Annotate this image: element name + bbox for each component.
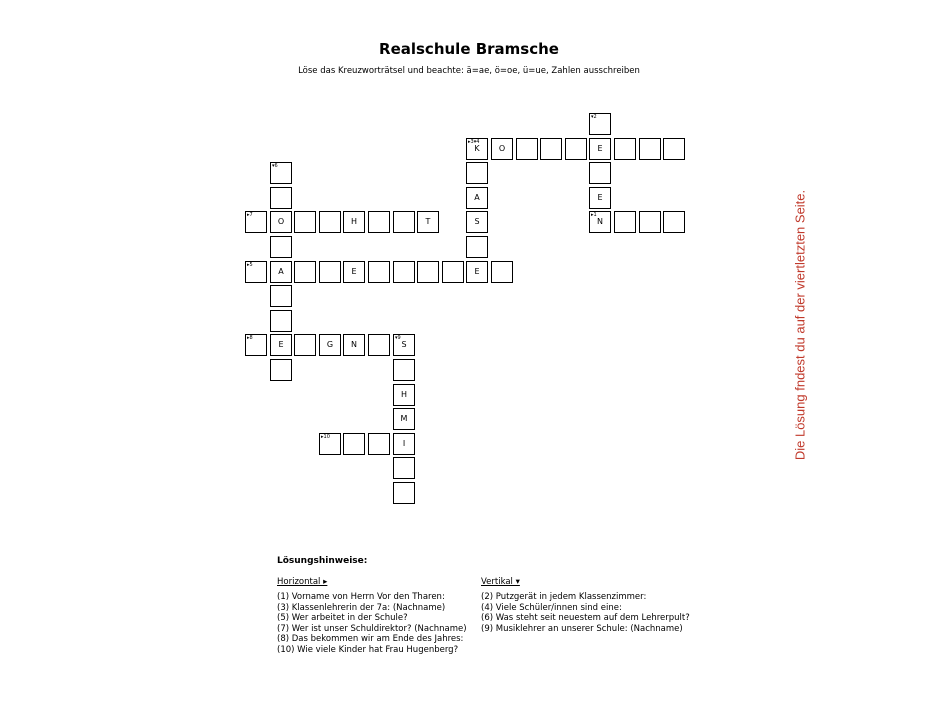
crossword-cell[interactable] [540,138,562,160]
cell-letter: O [277,217,285,226]
crossword-cell[interactable] [442,261,464,283]
crossword-cell[interactable] [639,211,661,233]
clue-number: ▸1 [591,212,597,218]
cell-letter: N [597,217,603,226]
crossword-cell[interactable] [417,261,439,283]
horizontal-clue-list [277,592,467,655]
crossword-cell[interactable] [270,187,292,209]
crossword-cell[interactable] [319,334,341,356]
clue-item: (8) Das bekommen wir am Ende des Jahres: [277,634,464,644]
cell-letter: E [351,267,357,276]
cell-letter: E [474,267,480,276]
vertical-clue-list [481,592,690,634]
crossword-cell[interactable] [466,138,488,160]
clue-item: (10) Wie viele Kinder hat Frau Hugenberg? [277,644,459,655]
instructions: Löse das Kreuzworträtsel und beachte: ä=ae, ö=oe, ü=ue, Zahlen ausschreiben [298,66,640,76]
crossword-cell[interactable] [245,211,267,233]
cell-letter: N [351,340,357,349]
clue-number: ▾2 [591,114,597,120]
horizontal-heading: Horizontal ▸ [277,577,328,587]
clue-item: (3) Klassenlehrerin der 7a: (Nachname) [277,602,446,613]
crossword-cell[interactable] [491,261,513,283]
crossword-cell[interactable] [393,482,415,504]
cell-letter: T [425,217,431,226]
crossword-cell[interactable] [319,433,341,455]
crossword-cell[interactable] [565,138,587,160]
crossword-cell[interactable] [294,334,316,356]
crossword-cell[interactable] [245,261,267,283]
crossword-cell[interactable] [368,261,390,283]
crossword-cell[interactable] [270,162,292,184]
crossword-cell[interactable] [466,187,488,209]
crossword-cell[interactable] [393,359,415,381]
cell-letter: O [498,144,506,153]
clue-number: ▸8 [247,335,253,341]
crossword-cell[interactable] [393,211,415,233]
clue-number: ▸5 [247,262,253,268]
crossword-cell[interactable] [639,138,661,160]
clue-number: ▾6 [272,163,278,169]
crossword-cell[interactable] [270,285,292,307]
crossword-cell[interactable] [270,310,292,332]
clue-item: (4) Viele Schüler/innen sind eine: [481,602,622,613]
cell-letter: M [400,414,408,423]
cell-letter: I [402,439,406,448]
crossword-cell[interactable] [245,334,267,356]
crossword-cell[interactable] [589,138,611,160]
clue-item: (2) Putzgerät in jedem Klassenzimmer: [481,592,647,602]
crossword-cell[interactable] [393,261,415,283]
crossword-cell[interactable] [343,433,365,455]
crossword-cell[interactable] [270,359,292,381]
crossword-cell[interactable] [466,162,488,184]
page-title: Realschule Bramsche [379,40,559,58]
clue-item: (9) Musiklehrer an unserer Schule: (Nachname) [481,623,683,634]
crossword-cell[interactable] [270,334,292,356]
cell-letter: A [278,267,284,276]
crossword-cell[interactable] [614,211,636,233]
crossword-cell[interactable] [589,113,611,135]
cell-letter: E [597,144,603,153]
clue-number: ▸7 [247,212,253,218]
cell-letter: A [474,193,480,202]
cell-letter: H [400,390,407,399]
crossword-cell[interactable] [343,261,365,283]
crossword-cell[interactable] [294,261,316,283]
cell-letter: S [474,217,480,226]
clue-item: (5) Wer arbeitet in der Schule? [277,613,408,623]
cell-letter: H [350,217,357,226]
crossword-cell[interactable] [343,211,365,233]
hints-heading: Lösungshinweise: [277,556,368,566]
clue-item: (6) Was steht seit neuestem auf dem Lehrerpult? [481,613,690,623]
clue-number: ▸3▾4 [468,139,480,145]
crossword-cell[interactable] [368,433,390,455]
clue-number: ▸10 [321,434,330,440]
crossword-cell[interactable] [516,138,538,160]
crossword-cell[interactable] [614,138,636,160]
cell-letter: S [401,340,407,349]
crossword-cell[interactable] [663,211,685,233]
crossword-cell[interactable] [393,457,415,479]
crossword-cell[interactable] [393,334,415,356]
crossword-cell[interactable] [270,261,292,283]
crossword-cell[interactable] [270,236,292,258]
crossword-cell[interactable] [393,408,415,430]
cell-letter: K [474,144,480,153]
crossword-cell[interactable] [466,261,488,283]
clue-number: ▾9 [395,335,401,341]
vertical-heading: Vertikal ▾ [481,577,520,587]
crossword-cell[interactable] [417,211,439,233]
crossword-cell[interactable] [343,334,365,356]
crossword-cell[interactable] [491,138,513,160]
clue-item: (1) Vorname von Herrn Vor den Tharen: [277,592,445,602]
cell-letter: E [278,340,284,349]
crossword-cell[interactable] [589,211,611,233]
crossword-cell[interactable] [270,211,292,233]
cell-letter: E [597,193,603,202]
clue-item: (7) Wer ist unser Schuldirektor? (Nachname) [277,623,467,634]
crossword-cell[interactable] [466,211,488,233]
crossword-cell[interactable] [393,433,415,455]
crossword-cell[interactable] [589,187,611,209]
crossword-cell[interactable] [663,138,685,160]
crossword-cell[interactable] [368,334,390,356]
crossword-cell[interactable] [368,211,390,233]
crossword-cell[interactable] [319,261,341,283]
crossword-cell[interactable] [319,211,341,233]
crossword-cell[interactable] [589,162,611,184]
crossword-cell[interactable] [466,236,488,258]
crossword-cell[interactable] [294,211,316,233]
crossword-cell[interactable] [393,384,415,406]
solution-note: Die Lösung fndest du auf der viertletzten Seite. [792,189,808,461]
cell-letter: G [326,340,334,349]
